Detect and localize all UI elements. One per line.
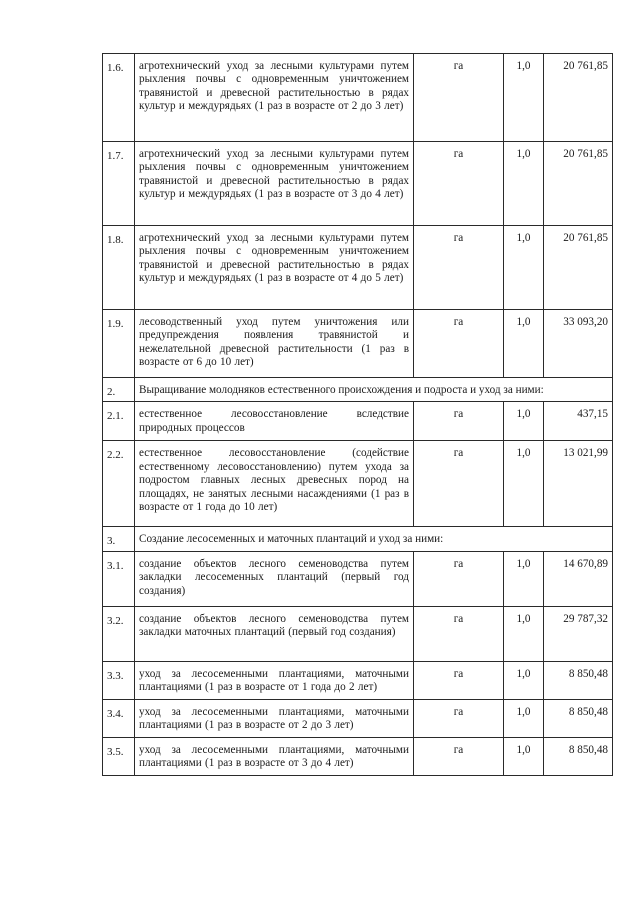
quantity: 1,0 — [504, 310, 544, 378]
table-row — [103, 699, 613, 737]
table-row — [103, 54, 613, 142]
table-row — [103, 226, 613, 310]
price-value: 20 761,85 — [544, 54, 613, 142]
quantity: 1,0 — [504, 142, 544, 226]
unit-of-measure: га — [414, 551, 504, 606]
price-value: 8 850,48 — [544, 661, 613, 699]
price-value: 8 850,48 — [544, 737, 613, 775]
quantity: 1,0 — [504, 661, 544, 699]
table-row — [103, 551, 613, 606]
unit-of-measure: га — [414, 142, 504, 226]
price-table-body — [103, 54, 613, 776]
quantity: 1,0 — [504, 699, 544, 737]
quantity: 1,0 — [504, 441, 544, 527]
row-number: 1.7. — [103, 142, 135, 226]
row-number: 2.1. — [103, 402, 135, 441]
work-description: агротехнический уход за лесными культурами путем рыхления почвы с одновременным уничтожением травянистой и древесной растительностью в рядах культур и междурядьях (1 раз в возрасте от 2 до 3 лет) — [135, 54, 414, 142]
row-number: 3.3. — [103, 661, 135, 699]
price-value: 8 850,48 — [544, 699, 613, 737]
quantity: 1,0 — [504, 54, 544, 142]
price-value: 33 093,20 — [544, 310, 613, 378]
row-number: 1.6. — [103, 54, 135, 142]
table-row — [103, 310, 613, 378]
price-value: 20 761,85 — [544, 142, 613, 226]
quantity: 1,0 — [504, 737, 544, 775]
price-value: 20 761,85 — [544, 226, 613, 310]
work-description: лесоводственный уход путем уничтожения или предупреждения появления травянистой и нежелательной древесной растительности (1 раз в возрасте от 6 до 10 лет) — [135, 310, 414, 378]
quantity: 1,0 — [504, 402, 544, 441]
row-number: 3.2. — [103, 606, 135, 661]
price-value: 14 670,89 — [544, 551, 613, 606]
row-number: 2.2. — [103, 441, 135, 527]
unit-of-measure: га — [414, 226, 504, 310]
work-description: уход за лесосеменными плантациями, маточными плантациями (1 раз в возрасте от 2 до 3 лет) — [135, 699, 414, 737]
work-description: уход за лесосеменными плантациями, маточными плантациями (1 раз в возрасте от 3 до 4 лет) — [135, 737, 414, 775]
section-row — [103, 527, 613, 551]
unit-of-measure: га — [414, 737, 504, 775]
work-description: создание объектов лесного семеноводства путем закладки маточных плантаций (первый год создания) — [135, 606, 414, 661]
table-row — [103, 441, 613, 527]
unit-of-measure: га — [414, 606, 504, 661]
table-row — [103, 402, 613, 441]
work-description: агротехнический уход за лесными культурами путем рыхления почвы с одновременным уничтожением травянистой и древесной растительностью в рядах культур и междурядьях (1 раз в возрасте от 4 до 5 лет) — [135, 226, 414, 310]
section-title: Создание лесосеменных и маточных плантаций и уход за ними: — [135, 527, 613, 551]
work-description: естественное лесовосстановление вследствие природных процессов — [135, 402, 414, 441]
row-number: 1.9. — [103, 310, 135, 378]
quantity: 1,0 — [504, 226, 544, 310]
table-row — [103, 737, 613, 775]
row-number: 3.4. — [103, 699, 135, 737]
price-value: 437,15 — [544, 402, 613, 441]
price-value: 29 787,32 — [544, 606, 613, 661]
section-row — [103, 378, 613, 402]
unit-of-measure: га — [414, 441, 504, 527]
price-table — [102, 53, 613, 776]
quantity: 1,0 — [504, 606, 544, 661]
work-description: естественное лесовосстановление (содействие естественному лесовосстановлению) путем ухода за подростом главных лесных древесных пород на площадях, не занятых лесными насаждениями (1 раз в возрасте от 1 года до 10 лет) — [135, 441, 414, 527]
unit-of-measure: га — [414, 310, 504, 378]
section-title: Выращивание молодняков естественного происхождения и подроста и уход за ними: — [135, 378, 613, 402]
unit-of-measure: га — [414, 402, 504, 441]
work-description: агротехнический уход за лесными культурами путем рыхления почвы с одновременным уничтожением травянистой и древесной растительностью в рядах культур и междурядьях (1 раз в возрасте от 3 до 4 лет) — [135, 142, 414, 226]
row-number: 2. — [103, 378, 135, 402]
table-row — [103, 606, 613, 661]
row-number: 3. — [103, 527, 135, 551]
price-value: 13 021,99 — [544, 441, 613, 527]
row-number: 3.1. — [103, 551, 135, 606]
row-number: 1.8. — [103, 226, 135, 310]
work-description: уход за лесосеменными плантациями, маточными плантациями (1 раз в возрасте от 1 года до 2 лет) — [135, 661, 414, 699]
table-row — [103, 661, 613, 699]
table-row — [103, 142, 613, 226]
row-number: 3.5. — [103, 737, 135, 775]
unit-of-measure: га — [414, 699, 504, 737]
quantity: 1,0 — [504, 551, 544, 606]
unit-of-measure: га — [414, 661, 504, 699]
work-description: создание объектов лесного семеноводства путем закладки лесосеменных плантаций (первый год создания) — [135, 551, 414, 606]
unit-of-measure: га — [414, 54, 504, 142]
